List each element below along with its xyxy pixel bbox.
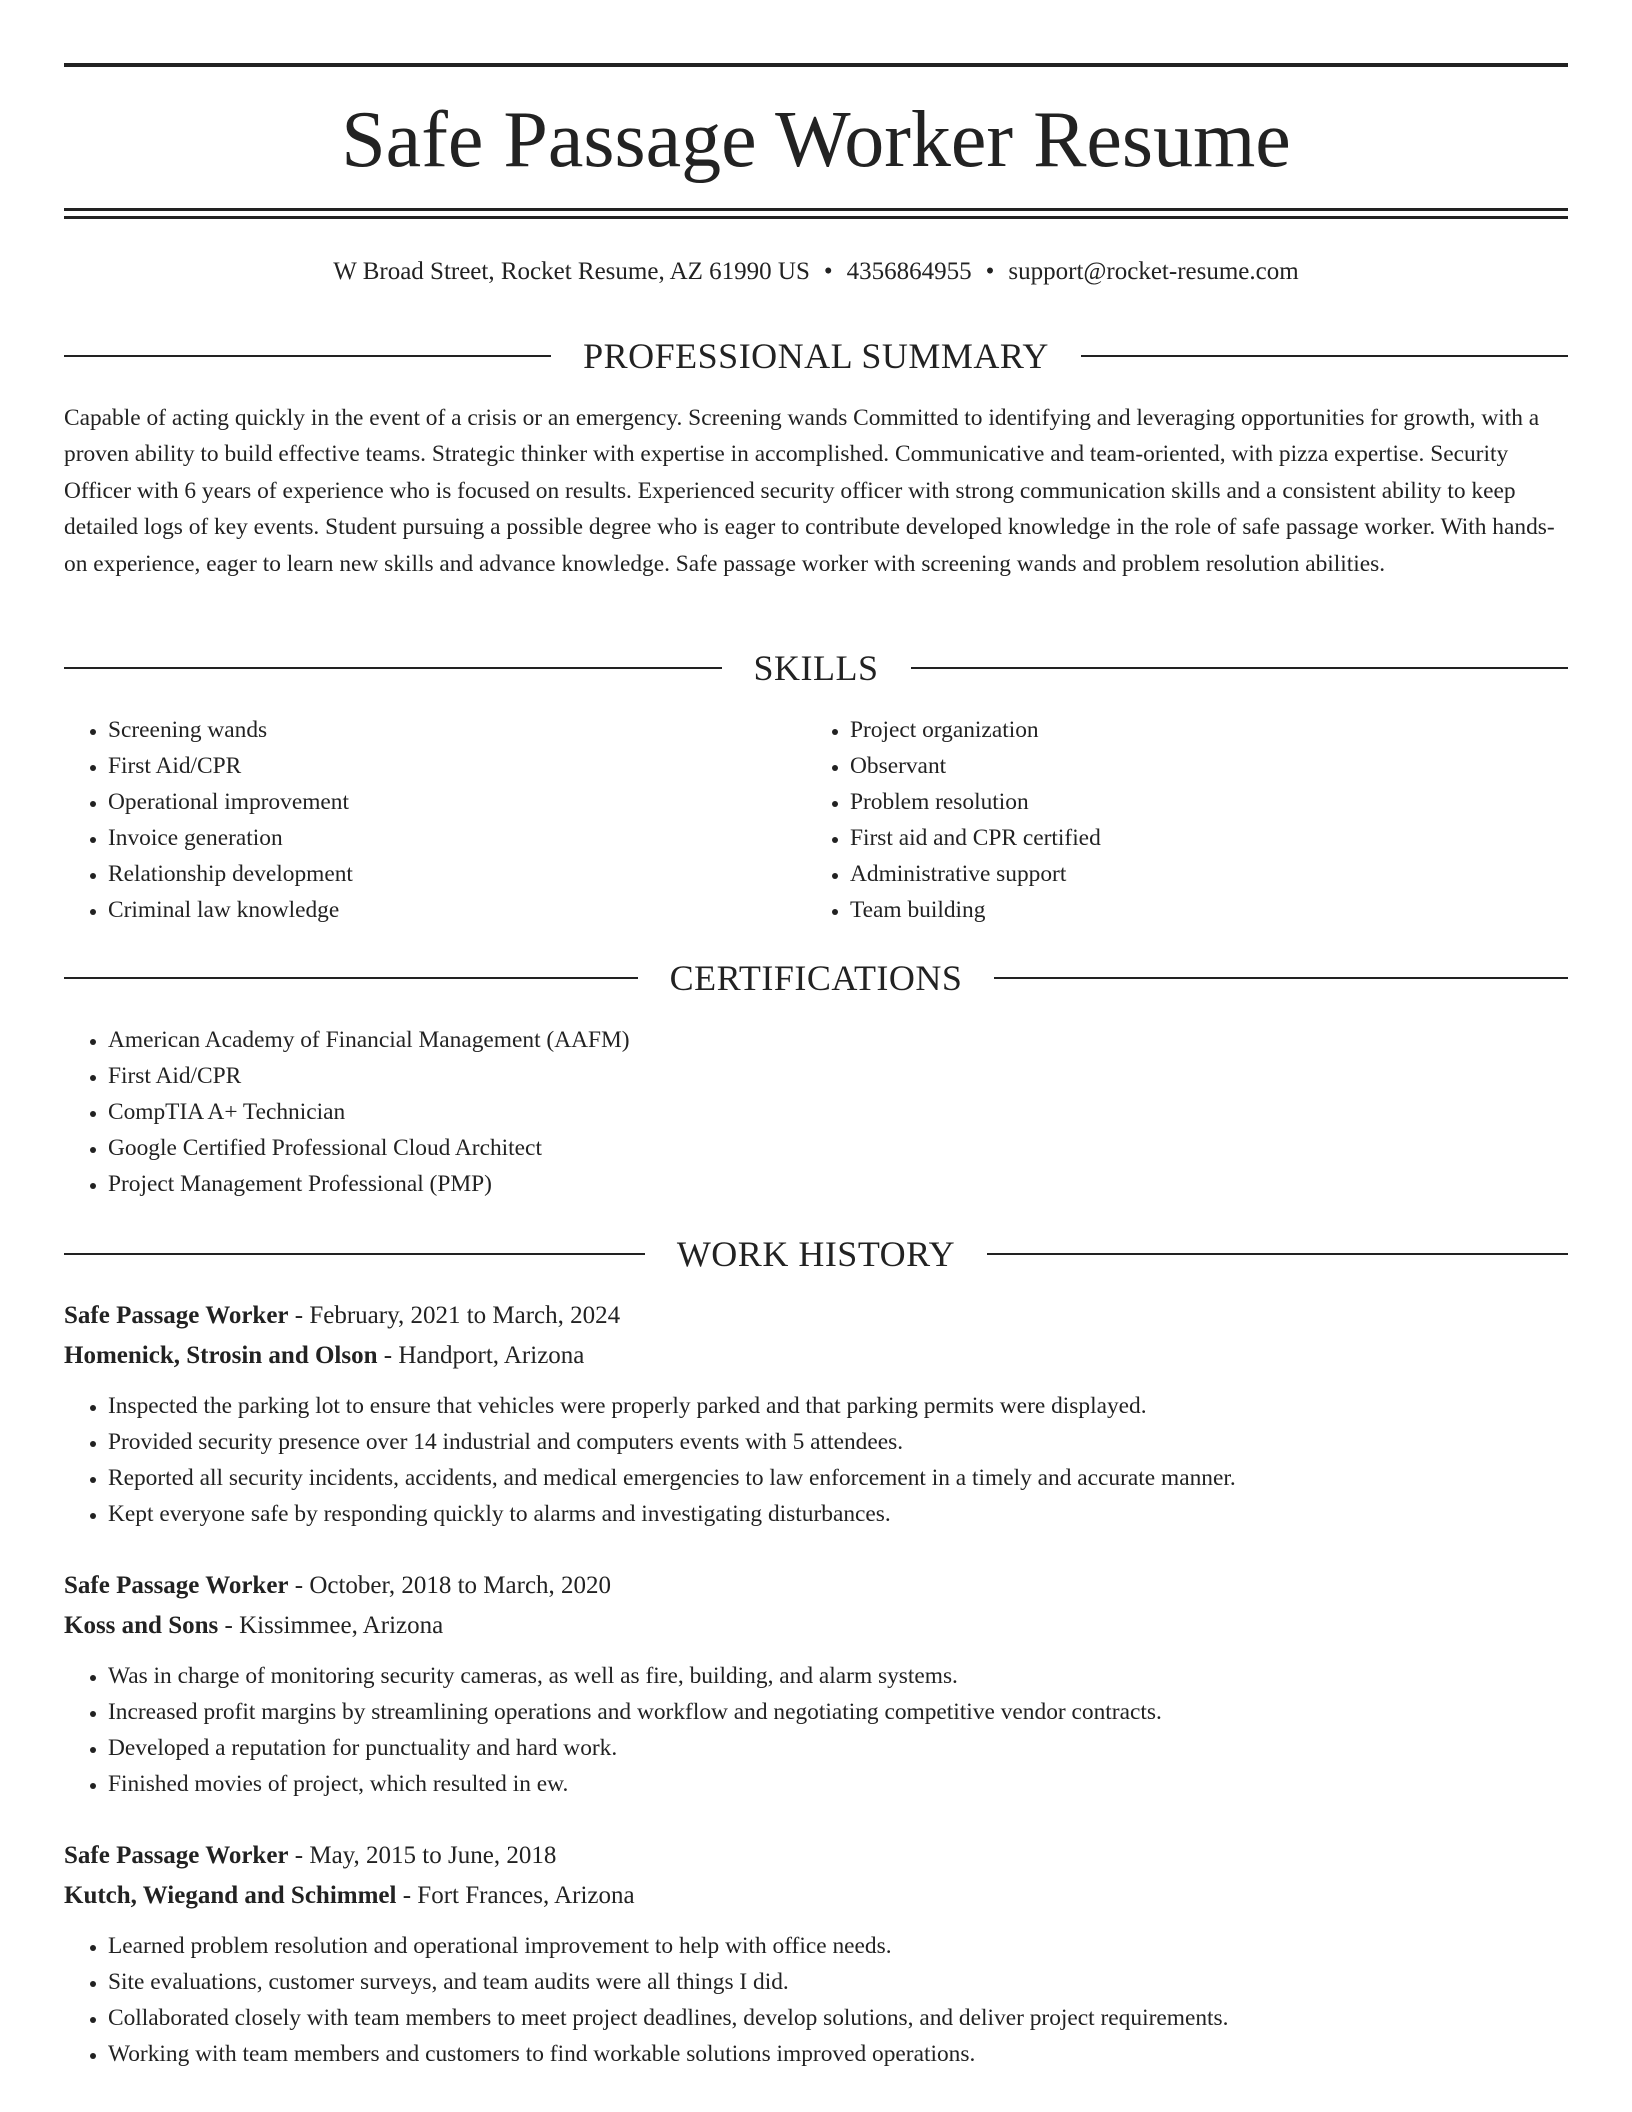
title-rule-upper (64, 208, 1568, 211)
skill-item: • Project organization (850, 712, 1566, 748)
section-rule (987, 1253, 1568, 1255)
section-header-skills (64, 648, 1568, 688)
job-title: Safe Passage Worker (64, 1302, 289, 1329)
certification-item: • Project Management Professional (PMP) (108, 1166, 1568, 1202)
job-dates: - October, 2018 to March, 2020 (288, 1572, 612, 1599)
section-rule (911, 667, 1569, 669)
section-header-certifications (64, 958, 1568, 998)
skill-item: • First aid and CPR certified (850, 820, 1566, 856)
section-title-certifications: CERTIFICATIONS (669, 958, 963, 998)
skill-item: • Invoice generation (108, 820, 804, 856)
job-role-line (64, 1566, 1568, 1606)
job-entry (64, 1566, 1568, 1802)
certification-item: • Google Certified Professional Cloud Architect (108, 1130, 1568, 1166)
job-location: - Handport, Arizona (377, 1342, 585, 1369)
contact-separator: • (985, 258, 995, 285)
section-header-work-history (64, 1234, 1568, 1274)
skill-item: • Administrative support (850, 856, 1566, 892)
job-bullet: • Kept everyone safe by responding quickly to alarms and investigating disturbances. (108, 1496, 1568, 1532)
job-title: Safe Passage Worker (64, 1572, 289, 1599)
contact-separator: • (823, 258, 833, 285)
section-title-summary: PROFESSIONAL SUMMARY (583, 336, 1049, 376)
section-rule (64, 355, 551, 357)
section-rule (64, 1253, 645, 1255)
top-rule (64, 63, 1568, 67)
job-location: - Kissimmee, Arizona (218, 1612, 444, 1639)
job-bullet: • Working with team members and customers to find workable solutions improved operations. (108, 2036, 1568, 2072)
job-bullet: • Finished movies of project, which resulted in ew. (108, 1766, 1568, 1802)
certifications-list (64, 1022, 1568, 1202)
summary-text: Capable of acting quickly in the event of a crisis or an emergency. Screening wands Committed to identifying and leveraging opportunities for growth, with a proven ability to build effective teams. Strategic thinker with expertise in accomplished. Communicative and team-oriented, with pizza expertise. Security Officer with 6 years of experience who is focused on results. Experienced security officer with strong communication skills and a consistent ability to keep detailed logs of key events. Student pursuing a possible degree who is eager to contribute developed knowledge in the role of safe passage worker. With hands-on experience, eager to learn new skills and advance knowledge. Safe passage worker with screening wands and problem resolution abilities. (64, 405, 1555, 577)
job-company: Koss and Sons (64, 1612, 219, 1639)
job-bullet: • Developed a reputation for punctuality and hard work. (108, 1730, 1568, 1766)
job-bullet: • Inspected the parking lot to ensure that vehicles were properly parked and that parking permits were displayed. (108, 1388, 1568, 1424)
section-title-work-history: WORK HISTORY (676, 1234, 956, 1274)
job-role-line (64, 1296, 1568, 1336)
job-company-line (64, 1876, 1568, 1916)
skill-item: • Relationship development (108, 856, 804, 892)
contact-email: support@rocket-resume.com (1008, 258, 1299, 285)
job-bullet: • Was in charge of monitoring security cameras, as well as fire, building, and alarm systems. (108, 1658, 1568, 1694)
section-rule (64, 977, 638, 979)
job-role-line (64, 1836, 1568, 1876)
job-bullet: • Collaborated closely with team members to meet project deadlines, develop solutions, and deliver project requirements. (108, 2000, 1568, 2036)
section-title-skills: SKILLS (753, 648, 879, 688)
skill-item: • Problem resolution (850, 784, 1566, 820)
job-company-line (64, 1606, 1568, 1646)
skill-item: • Team building (850, 892, 1566, 928)
job-bullet: • Increased profit margins by streamlining operations and workflow and negotiating competitive vendor contracts. (108, 1694, 1568, 1730)
job-bullet: • Reported all security incidents, accidents, and medical emergencies to law enforcement in a timely and accurate manner. (108, 1460, 1568, 1496)
skill-item: • Screening wands (108, 712, 804, 748)
skill-item: • Observant (850, 748, 1566, 784)
skills-column-right (806, 712, 1566, 928)
skills-column-left (64, 712, 804, 928)
contact-phone: 4356864955 (846, 258, 972, 285)
section-header-summary (64, 336, 1568, 376)
contact-address: W Broad Street, Rocket Resume, AZ 61990 US (333, 258, 810, 285)
job-dates: - May, 2015 to June, 2018 (288, 1842, 557, 1869)
job-entry (64, 1296, 1568, 1532)
skill-item: • Criminal law knowledge (108, 892, 804, 928)
job-company: Kutch, Wiegand and Schimmel (64, 1882, 397, 1909)
job-title: Safe Passage Worker (64, 1842, 289, 1869)
contact-line (64, 255, 1568, 289)
job-bullet: • Site evaluations, customer surveys, and team audits were all things I did. (108, 1964, 1568, 2000)
job-dates: - February, 2021 to March, 2024 (288, 1302, 621, 1329)
job-company: Homenick, Strosin and Olson (64, 1342, 378, 1369)
skill-item: • First Aid/CPR (108, 748, 804, 784)
section-rule (994, 977, 1568, 979)
section-rule (1081, 355, 1568, 357)
skill-item: • Operational improvement (108, 784, 804, 820)
section-rule (64, 667, 722, 669)
title-rule-lower (64, 216, 1568, 219)
job-bullet: • Learned problem resolution and operational improvement to help with office needs. (108, 1928, 1568, 1964)
job-location: - Fort Frances, Arizona (396, 1882, 635, 1909)
certification-item: • First Aid/CPR (108, 1058, 1568, 1094)
resume-title: Safe Passage Worker Resume (341, 96, 1291, 184)
certification-item: • CompTIA A+ Technician (108, 1094, 1568, 1130)
job-company-line (64, 1336, 1568, 1376)
job-bullet: • Provided security presence over 14 industrial and computers events with 5 attendees. (108, 1424, 1568, 1460)
job-entry (64, 1836, 1568, 2072)
certification-item: • American Academy of Financial Management (AAFM) (108, 1022, 1568, 1058)
